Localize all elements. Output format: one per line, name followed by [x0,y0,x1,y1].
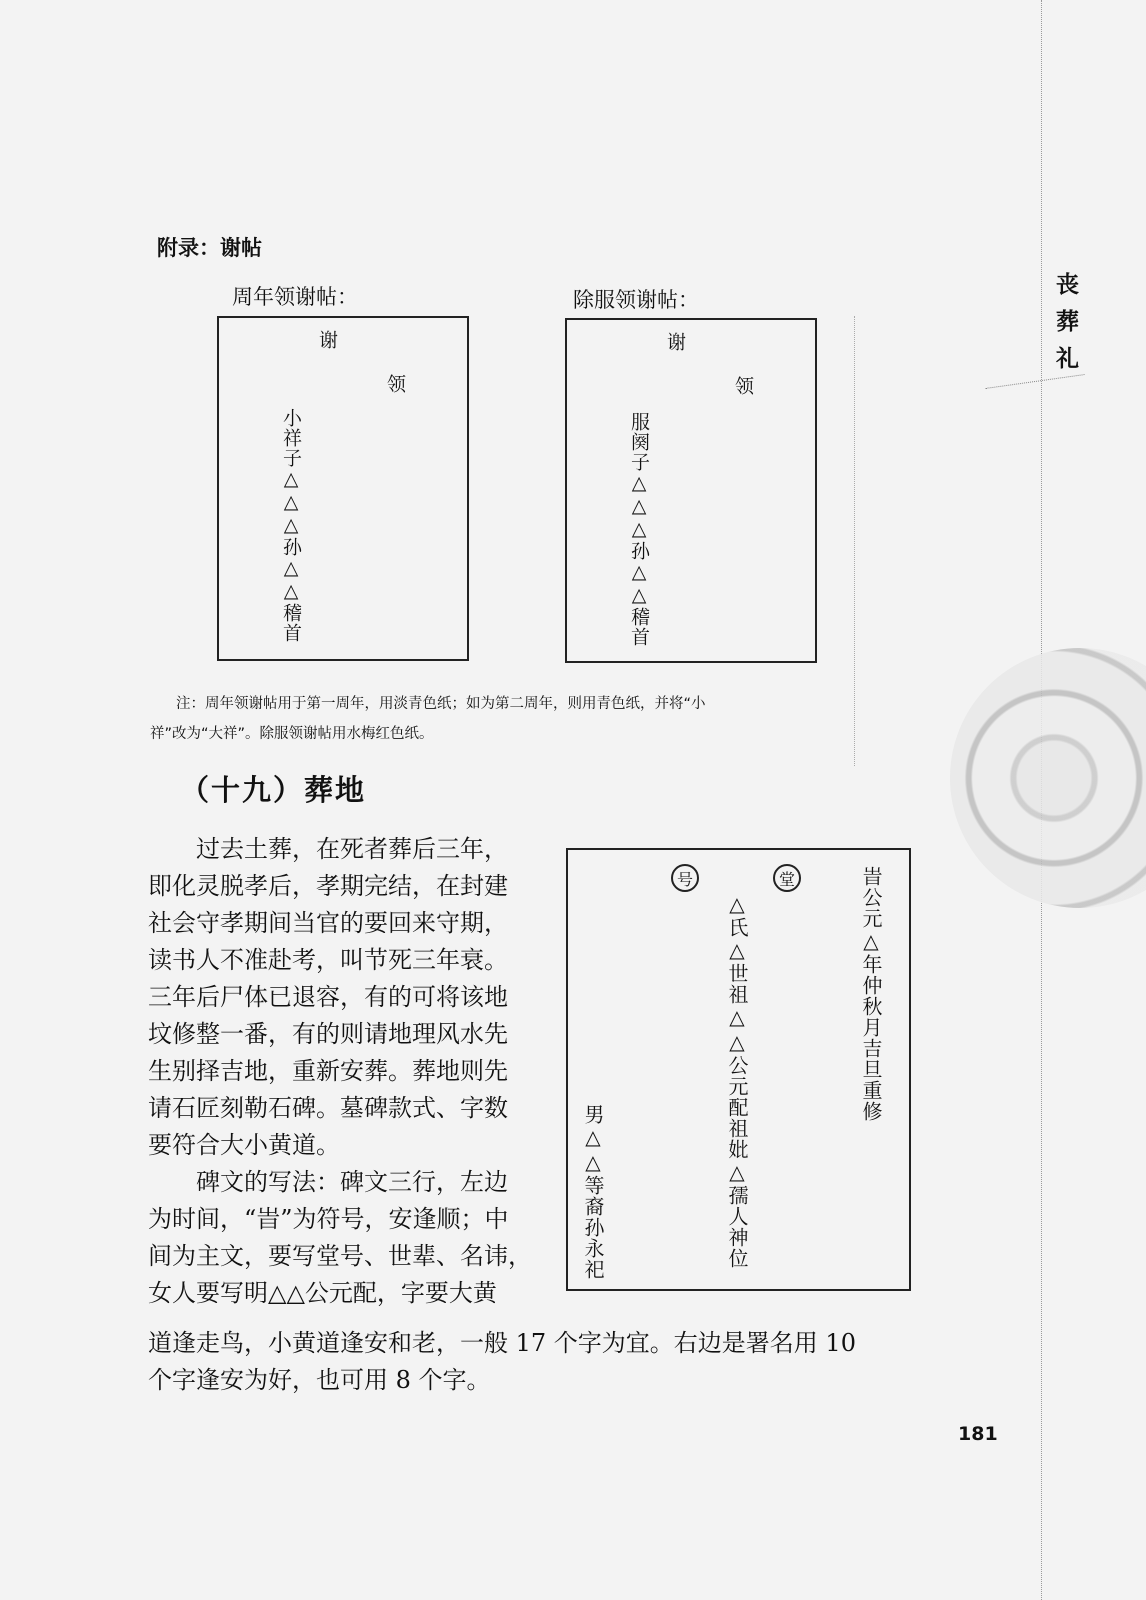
stele-diagram [566,848,911,1291]
footnote-line: 注：周年领谢帖用于第一周年，用淡青色纸；如为第二周年，则用青色纸，并将“小 [176,696,706,712]
stele-time-column: 旹公元△年仲秋月吉旦重修 [859,866,883,1122]
text-line: 个字逢安为好，也可用 8 个字。 [148,1366,491,1394]
scan-guide [854,316,855,766]
footnote-line: 祥”改为“大祥”。除服领谢帖用水梅红色纸。 [150,726,434,742]
paragraph-left [148,831,548,1312]
card-mourning-caption: 除服领谢帖： [573,288,699,312]
card-anniversary-thanks: 谢 [316,330,338,350]
card-anniversary-receive: 领 [384,374,406,394]
page-number: 181 [958,1423,998,1445]
card-anniversary-main: 小祥子△△△孙△△稽首 [280,408,302,643]
stele-main-column: △氏△世祖△△公元配祖妣△孺人神位 [725,892,749,1269]
text-line: 即化灵脱孝后，孝期完结，在封建 [148,872,508,900]
appendix-title: 附录：谢帖 [157,236,262,260]
text-line: 过去土葬，在死者葬后三年， [196,835,508,863]
text-line: 为时间，“旹”为符号，安逢顺；中 [148,1205,509,1233]
stele-circle-hao: 号 [671,864,699,892]
text-line: 道逢走鸟，小黄道逢安和老，一般 17 个字为宜。右边是署名用 10 [148,1329,856,1357]
card-anniversary [217,316,469,661]
card-anniversary-caption: 周年领谢帖： [232,285,358,309]
text-line: 三年后尸体已退容，有的可将该地 [148,983,508,1011]
text-line: 女人要写明△△公元配，字要大黄 [148,1279,497,1307]
section-title: （十九）葬地 [180,773,367,807]
text-line: 坟修整一番，有的则请地理风水先 [148,1020,508,1048]
text-line: 要符合大小黄道。 [148,1131,340,1159]
text-line: 请石匠刻勒石碑。墓碑款式、字数 [148,1094,508,1122]
paragraph-full [148,1325,928,1399]
text-line: 读书人不准赴考，叫节死三年衰。 [148,946,508,974]
card-mourning-receive: 领 [732,376,754,396]
decorative-medallion-icon [950,648,1146,908]
card-mourning [565,318,817,663]
stele-circle-tang: 堂 [773,864,801,892]
card-mourning-main: 服阕子△△△孙△△稽首 [628,412,650,647]
text-line: 生别择吉地，重新安葬。葬地则先 [148,1057,508,1085]
stele-sign-column: 男△△等裔孙永祀 [581,1104,605,1280]
card-mourning-thanks: 谢 [664,332,686,352]
side-tab-label: 丧葬礼 [1052,272,1078,383]
footnote [150,689,916,749]
text-line: 间为主文，要写堂号、世辈、名讳， [148,1242,532,1270]
text-line: 社会守孝期间当官的要回来守期， [148,909,508,937]
text-line: 碑文的写法：碑文三行，左边 [196,1168,508,1196]
